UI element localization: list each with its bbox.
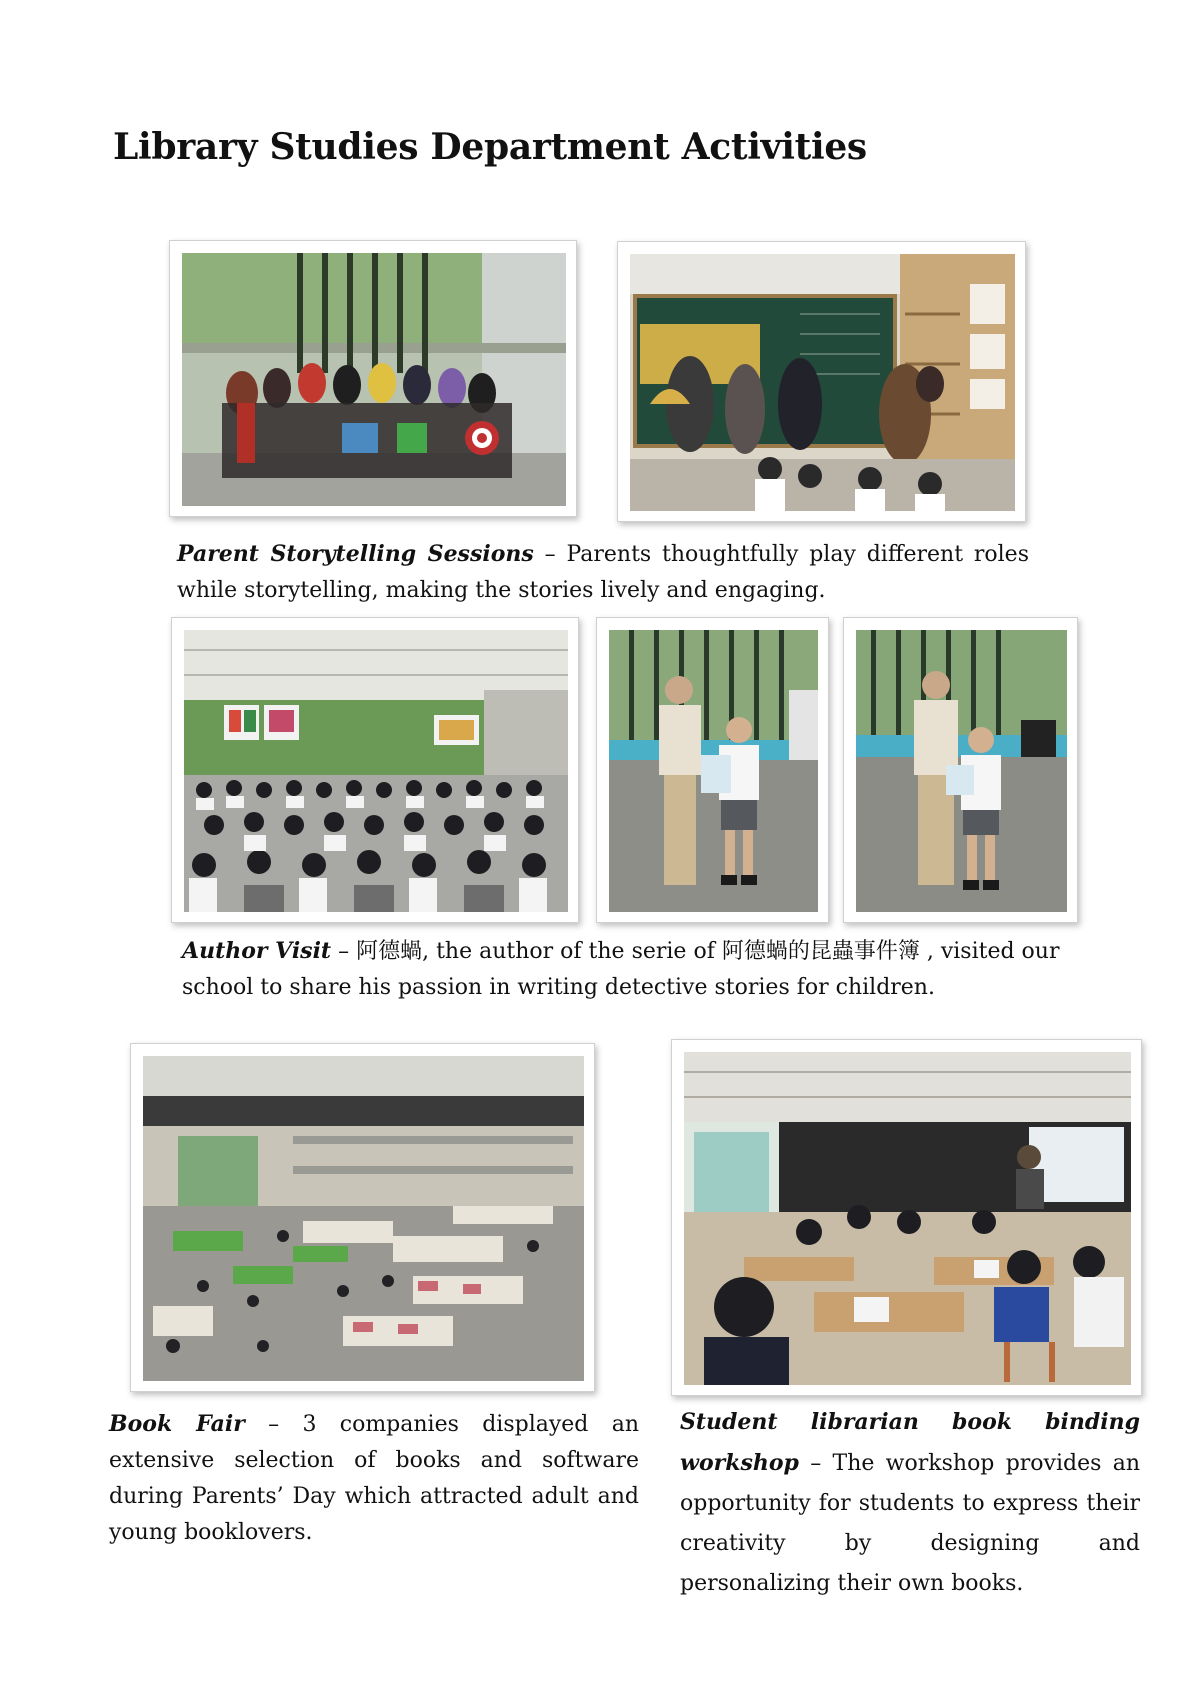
author-name: 阿德蝸 <box>356 939 423 964</box>
author-visit-hall-photo <box>171 617 579 923</box>
book-fair-caption-dash: – <box>244 1412 303 1437</box>
author-visit-caption-dash: – <box>331 939 357 964</box>
author-visit-caption-lead: Author Visit <box>182 938 332 964</box>
storytelling-caption-dash: – <box>533 542 567 567</box>
author-with-student-photo-1 <box>596 617 829 923</box>
storytelling-caption-text: Parents thoughtfully play different roles while storytelling, making the stories lively and engaging. <box>177 542 1029 603</box>
storytelling-classroom-photo <box>617 241 1026 522</box>
author-with-student-photo-2 <box>843 617 1078 923</box>
storytelling-group-photo <box>169 240 577 517</box>
book-fair-photo <box>130 1043 595 1392</box>
book-fair-caption-lead: Book Fair <box>109 1411 245 1437</box>
author-visit-caption <box>182 933 1062 1006</box>
page-title: Library Studies Department Activities <box>113 126 867 168</box>
workshop-caption-lead: Student librarian book binding workshop <box>680 1409 1140 1476</box>
series-name: 阿德蝸的昆蟲事件簿 <box>721 939 920 964</box>
workshop-caption-dash: – <box>798 1451 833 1476</box>
storytelling-caption-lead: Parent Storytelling Sessions <box>177 541 534 567</box>
book-fair-caption-text: 3 companies displayed an extensive selection of books and software during Parents’ Day which attracted adult and young booklovers. <box>109 1412 639 1545</box>
workshop-caption <box>680 1402 1140 1604</box>
book-fair-caption <box>109 1406 639 1551</box>
author-visit-caption-end: , visited our school to share his passion in writing detective stories for children. <box>182 939 1060 1000</box>
storytelling-caption <box>177 536 1029 609</box>
author-visit-caption-mid: , the author of the serie of <box>422 939 722 964</box>
book-binding-workshop-photo <box>671 1039 1142 1396</box>
workshop-caption-text: The workshop provides an opportunity for students to express their creativity by designing and personalizing their own books. <box>680 1451 1140 1596</box>
